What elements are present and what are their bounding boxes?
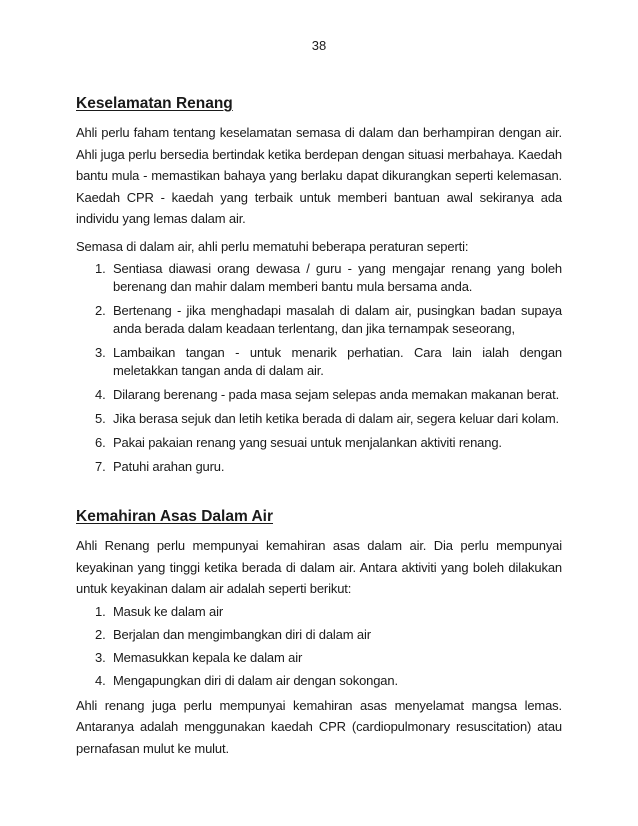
activities-list xyxy=(76,603,562,690)
rules-list xyxy=(76,260,562,476)
page-number: 38 xyxy=(311,38,327,53)
intro-paragraph: Ahli perlu faham tentang keselamatan semasa di dalam dan berhampiran dengan air. Ahli juga perlu bersedia bertindak ketika berdepan dengan situasi merbahaya. Kaedah bantu mula - memastikan bahaya yang berlaku dapat dikurangkan seperti kelemasan. Kaedah CPR - kaedah yang terbaik untuk memberi bantuan awal sekiranya ada individu yang lemas dalam air. xyxy=(76,125,562,226)
rules-intro-paragraph: Semasa di dalam air, ahli perlu mematuhi beberapa peraturan seperti: xyxy=(76,238,469,254)
list-item: 3. Memasukkan kepala ke dalam air xyxy=(109,649,562,667)
section-keselamatan-renang xyxy=(76,94,562,482)
list-item: 3. Lambaikan tangan - untuk menarik perhatian. Cara lain ialah dengan meletakkan tangan anda di dalam air. xyxy=(109,344,562,380)
section-heading: Keselamatan Renang xyxy=(76,95,233,112)
closing-paragraph: Ahli renang juga perlu mempunyai kemahiran asas menyelamat mangsa lemas. Antaranya adalah menggunakan kaedah CPR (cardiopulmonary resuscitation) atau pernafasan mulut ke mulut. xyxy=(76,697,562,756)
list-item: 5. Jika berasa sejuk dan letih ketika berada di dalam air, segera keluar dari kolam. xyxy=(109,410,562,428)
list-item: 2. Berjalan dan mengimbangkan diri di dalam air xyxy=(109,626,562,644)
section-kemahiran-asas xyxy=(76,507,562,759)
list-item: 2. Bertenang - jika menghadapi masalah di dalam air, pusingkan badan supaya anda berada dalam keadaan terlentang, dan jika ternampak seseorang, xyxy=(109,302,562,338)
intro-paragraph: Ahli Renang perlu mempunyai kemahiran asas dalam air. Dia perlu mempunyai keyakinan yang tinggi ketika berada di dalam air. Antara aktiviti yang boleh dilakukan untuk keyakinan dalam air adalah seperti berikut: xyxy=(76,538,562,596)
list-item: 4. Mengapungkan diri di dalam air dengan sokongan. xyxy=(109,672,562,690)
list-item: 6. Pakai pakaian renang yang sesuai untuk menjalankan aktiviti renang. xyxy=(109,434,562,452)
list-item: 7. Patuhi arahan guru. xyxy=(109,458,562,476)
list-item: 4. Dilarang berenang - pada masa sejam selepas anda memakan makanan berat. xyxy=(109,386,562,404)
list-item: 1. Masuk ke dalam air xyxy=(109,603,562,621)
section-heading: Kemahiran Asas Dalam Air xyxy=(76,508,273,525)
list-item: 1. Sentiasa diawasi orang dewasa / guru - yang mengajar renang yang boleh berenang dan mahir dalam memberi bantu mula bersama anda. xyxy=(109,260,562,296)
